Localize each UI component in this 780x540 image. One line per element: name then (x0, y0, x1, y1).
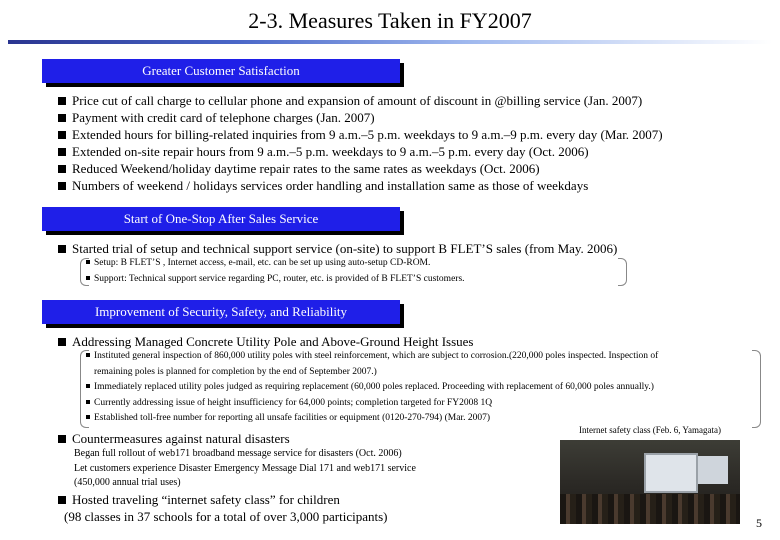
list-item: Numbers of weekend / holidays services order handling and installation same as those of weekdays (58, 177, 663, 194)
bullet-square-icon (58, 245, 66, 253)
projector-screen (698, 456, 728, 484)
bullet-square-icon (58, 165, 66, 173)
list-item-detail: (98 classes in 37 schools for a total of over 3,000 participants) (64, 509, 388, 524)
small-bullet-icon (86, 353, 90, 357)
bullet-square-icon (58, 148, 66, 156)
sub-list-item: Instituted general inspection of 860,000 utility poles with steel reinforcement, which are subject to corrosion.(220,000 poles inspected. Inspection of (86, 349, 658, 365)
bullet-square-icon (58, 435, 66, 443)
section-heading-one-stop-service: Start of One-Stop After Sales Service (42, 207, 400, 231)
list-item: Hosted traveling “internet safety class” for children (58, 491, 387, 508)
projector-screen (644, 453, 698, 493)
internet-safety-class-photo (560, 440, 740, 524)
list-item: Started trial of setup and technical support service (on-site) to support B FLET’S sales (from May. 2006) (58, 240, 617, 257)
disaster-details (74, 447, 416, 491)
sub-list-item: Currently addressing issue of height insufficiency for 64,000 points; completion targeted for FY2008 1Q (86, 396, 658, 412)
bullet-square-icon (58, 97, 66, 105)
list-item: Price cut of call charge to cellular phone and expansion of amount of discount in @billing service (Jan. 2007) (58, 92, 663, 109)
one-stop-service-list (58, 240, 617, 257)
bullet-square-icon (58, 338, 66, 346)
small-bullet-icon (86, 415, 90, 419)
bracket-right (618, 258, 627, 286)
list-item: Reduced Weekend/holiday daytime repair rates to the same rates as weekdays (Oct. 2006) (58, 160, 663, 177)
sub-list-item: Immediately replaced utility poles judged as requiring replacement (60,000 poles replaced. Proceeding with replacement of 60,000 poles annually.) (86, 380, 658, 396)
small-bullet-icon (86, 260, 90, 264)
small-bullet-icon (86, 400, 90, 404)
list-item: Addressing Managed Concrete Utility Pole and Above-Ground Height Issues (58, 333, 473, 350)
sub-list-item: Setup: B FLET’S , Internet access, e-mail, etc. can be set up using auto-setup CD-ROM. (86, 256, 465, 272)
photo-caption: Internet safety class (Feb. 6, Yamagata) (579, 425, 721, 435)
bullet-square-icon (58, 182, 66, 190)
customer-satisfaction-list (58, 92, 663, 194)
page-number: 5 (756, 516, 762, 530)
list-item: Extended on-site repair hours from 9 a.m.–5 p.m. weekdays to 9 a.m.–5 p.m. every day (Oct. 2006) (58, 143, 663, 160)
safety-class-list (58, 491, 387, 525)
title-underline (8, 40, 772, 44)
list-item: Payment with credit card of telephone charges (Jan. 2007) (58, 109, 663, 126)
audience (560, 494, 740, 524)
sub-list-item: Support: Technical support service regarding PC, router, etc. is provided of B FLET’S customers. (86, 272, 465, 288)
bullet-square-icon (58, 496, 66, 504)
list-item: Countermeasures against natural disasters (58, 430, 290, 447)
detail-line: (450,000 annual trial uses) (74, 477, 181, 488)
sub-list-item: Established toll-free number for reporting all unsafe facilities or equipment (0120-270-794) (Mar. 2007) (86, 411, 658, 427)
disaster-list (58, 430, 290, 447)
bullet-square-icon (58, 114, 66, 122)
list-item: Extended hours for billing-related inquiries from 9 a.m.–5 p.m. weekdays to 9 a.m.–9 p.m. every day (Mar. 2007) (58, 126, 663, 143)
small-bullet-icon (86, 276, 90, 280)
utility-pole-sub-list (86, 349, 658, 427)
small-bullet-icon (86, 384, 90, 388)
detail-line: Began full rollout of web171 broadband message service for disasters (Oct. 2006) (74, 448, 402, 459)
detail-line: Let customers experience Disaster Emergency Message Dial 171 and web171 service (74, 462, 416, 474)
section-heading-customer-satisfaction: Greater Customer Satisfaction (42, 59, 400, 83)
page-title: 2-3. Measures Taken in FY2007 (248, 8, 532, 33)
sub-list-item-continuation: remaining poles is planned for completion by the end of September 2007.) (94, 366, 377, 377)
one-stop-sub-list (86, 256, 465, 287)
security-list (58, 333, 473, 350)
section-heading-security-safety: Improvement of Security, Safety, and Reliability (42, 300, 400, 324)
bullet-square-icon (58, 131, 66, 139)
bracket-right (752, 350, 761, 428)
